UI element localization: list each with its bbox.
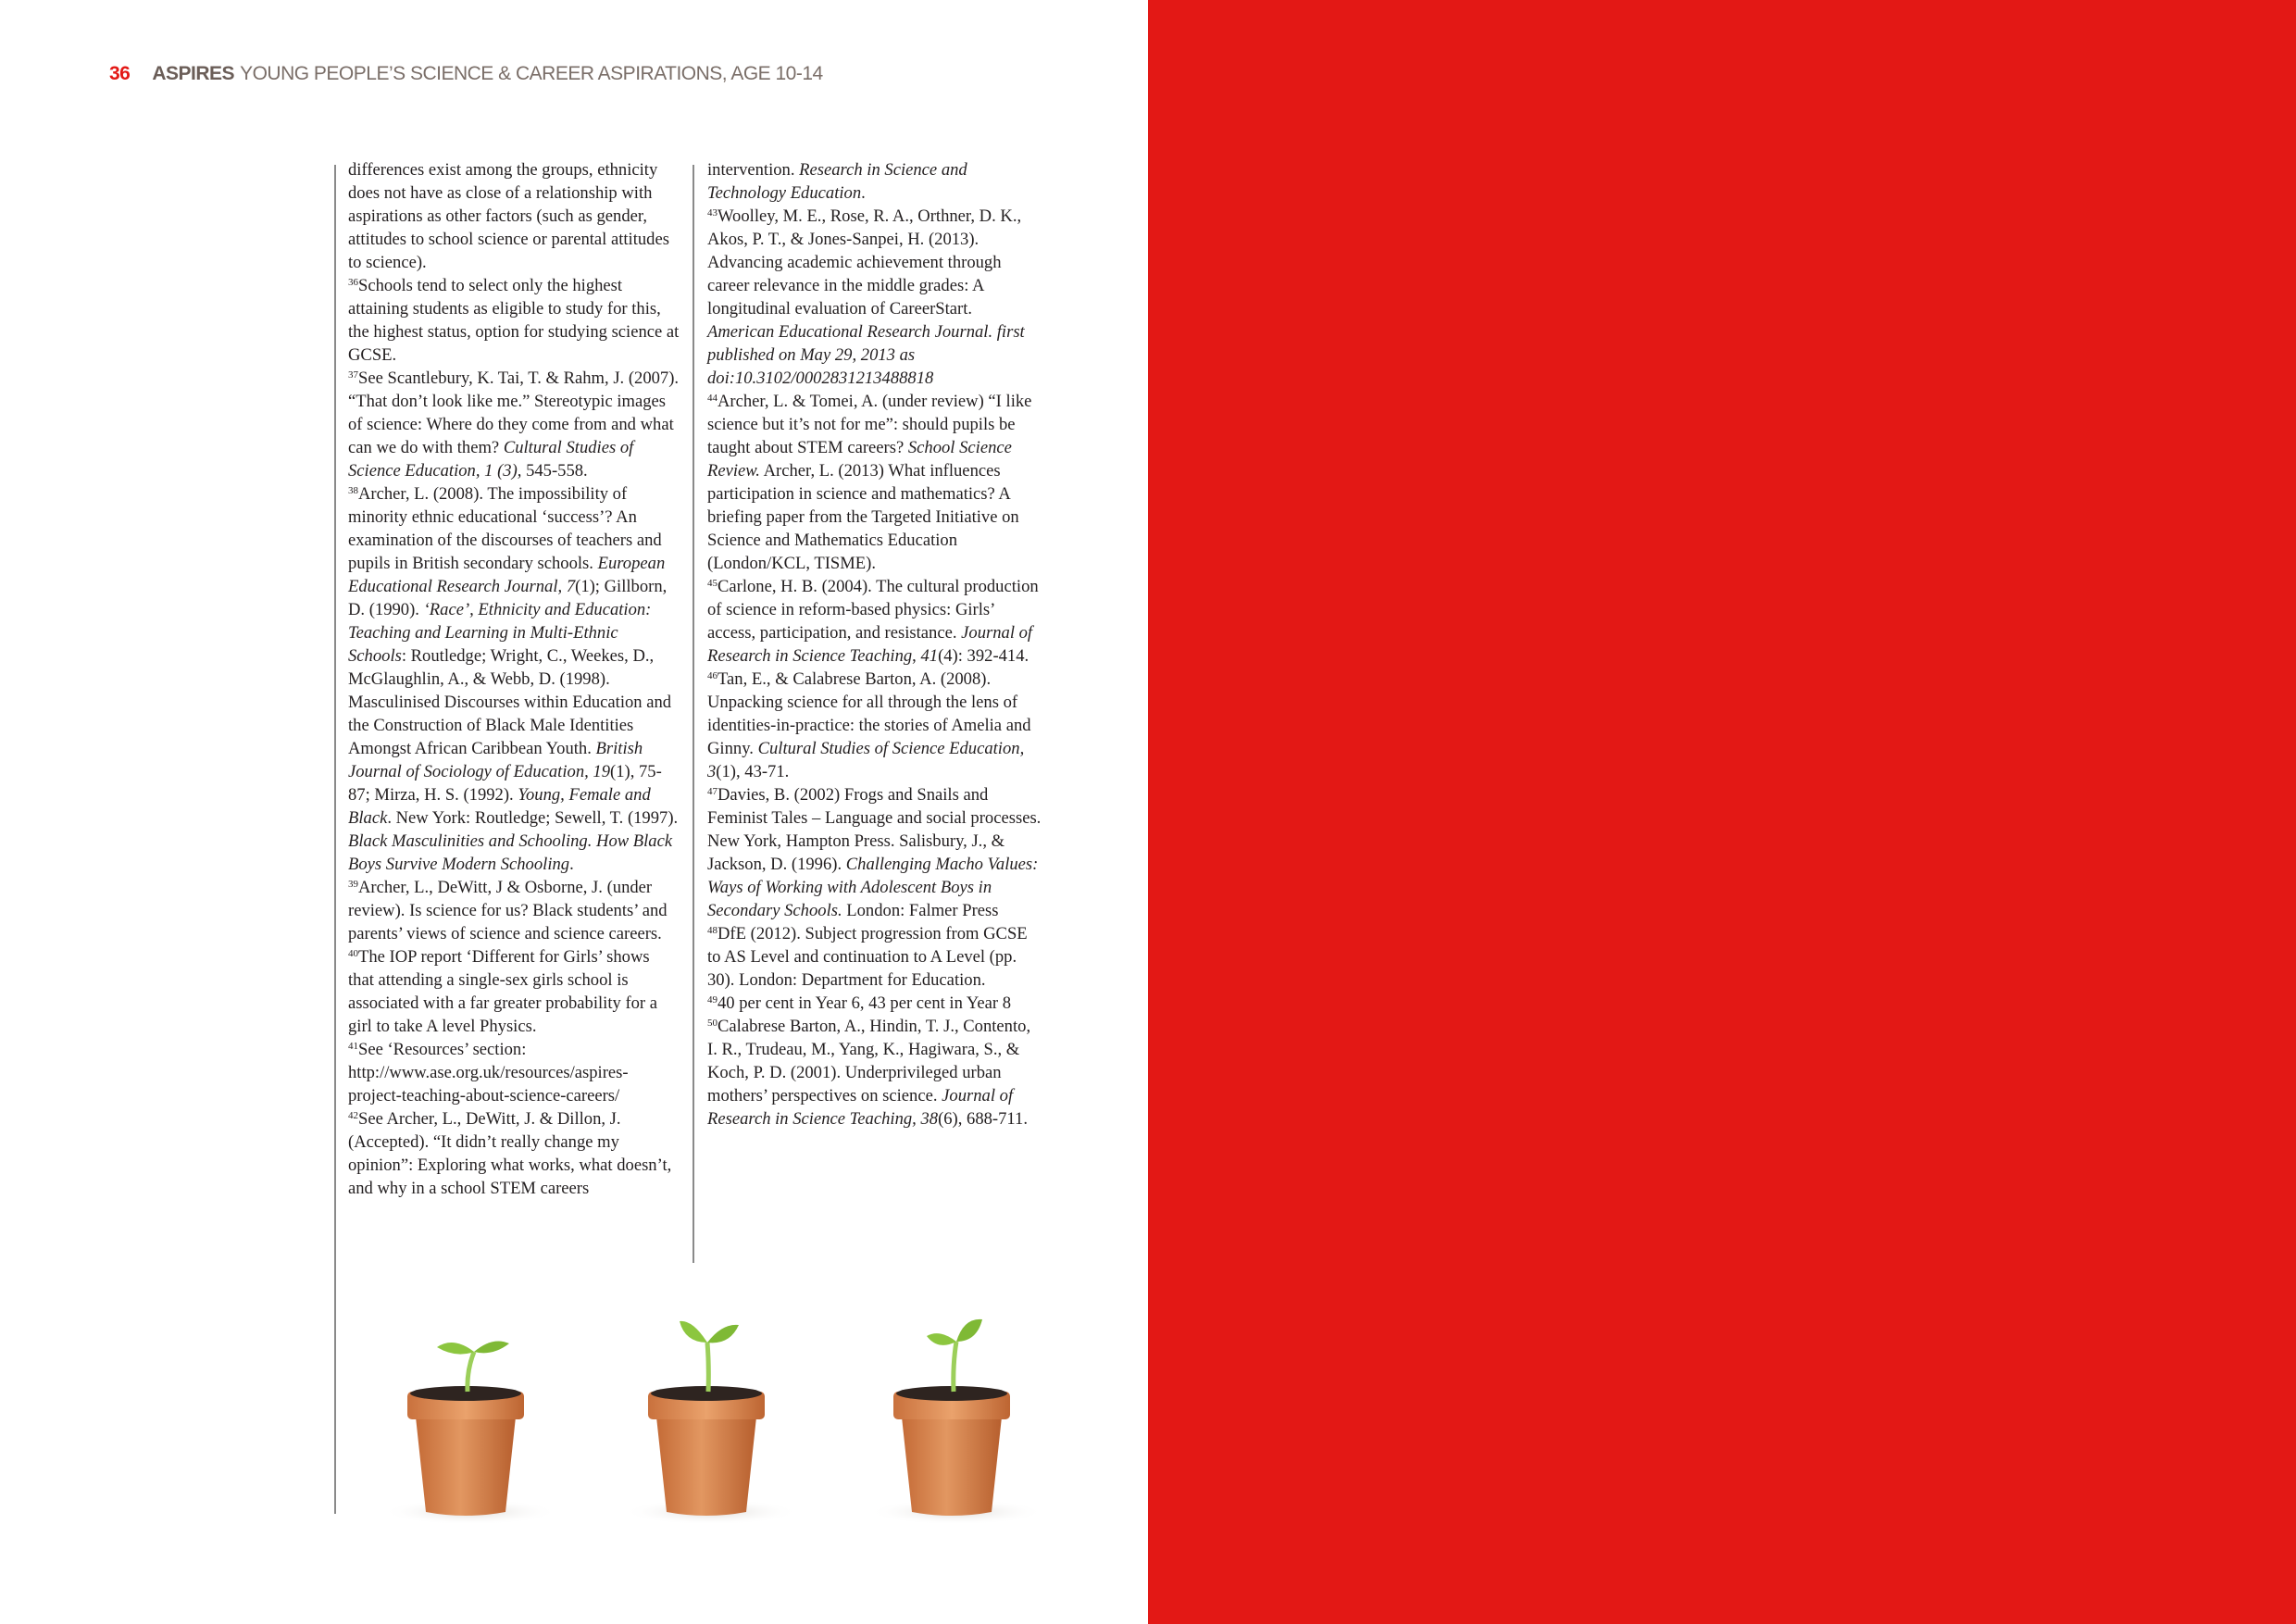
footnote-italic-text: Young, Female and Black [348, 785, 651, 828]
footnote-text: differences exist among the groups, ethnicity does not have as close of a relationship with aspirations as other factors (such as gender, attitudes to school science or parental attitudes to science). [348, 160, 669, 272]
footnote-italic-text: Journal of Research in Science Teaching [707, 623, 1033, 666]
middle-column-rule [693, 165, 694, 1263]
footnote-text: Archer, L., DeWitt, J & Osborne, J. (under review). Is science for us? Black students’ and parents’ views of science and science careers. [348, 878, 668, 943]
footnote-text: (4): 392-414. [938, 646, 1029, 666]
footnote-40 [348, 945, 680, 1038]
footnote-text: London: Falmer Press [842, 901, 999, 920]
footnote-text: . [861, 183, 866, 203]
footnote-45 [707, 575, 1042, 668]
header-brand: ASPIRES [152, 63, 235, 84]
footnote-36 [348, 274, 680, 367]
footnote-number: 38 [348, 485, 358, 496]
running-header [109, 63, 823, 85]
footnote-text: (1), 75-87; Mirza, H. S. (1992). [348, 762, 662, 805]
footnote-text: . New York: Routledge; Sewell, T. (1997). [387, 808, 679, 828]
footnote-text: See Archer, L., DeWitt, J. & Dillon, J. (Accepted). “It didn’t really change my opinion”: Exploring what works, what doesn’t, and why in a school STEM careers [348, 1109, 672, 1198]
footnote-text: Woolley, M. E., Rose, R. A., Orthner, D. K., Akos, P. T., & Jones-Sanpei, H. (2013). Advancing academic achievement through career relevance in the middle grades: A longitudinal evaluation of CareerStart. [707, 206, 1022, 319]
footnote-italic-text: Cultural Studies of Science Education, 1 (3), [348, 438, 634, 481]
footnotes-column-2 [707, 158, 1042, 1131]
footnote-italic-text: British Journal of Sociology of Education, 19 [348, 739, 643, 781]
footnote-text: Archer, L. (2013) What influences participation in science and mathematics? A briefing paper from the Targeted Initiative on Science and Mathematics Education (London/KCL, TISME). [707, 461, 1019, 573]
footnote-text: See Scantlebury, K. Tai, T. & Rahm, J. (2007). “That don’t look like me.” Stereotypic images of science: Where do they come from and what can we do with them? [348, 369, 680, 457]
page-number: 36 [109, 63, 131, 84]
footnote-italic-text: Black Masculinities and Schooling. How Black Boys Survive Modern Schooling [348, 831, 673, 874]
footnote-43 [707, 205, 1042, 390]
footnote-text: Davies, B. (2002) Frogs and Snails and Feminist Tales – Language and social processes. New York, Hampton Press. Salisbury, J., & Jackson, D. (1996). [707, 785, 1042, 874]
footnote-italic-text: 41 [920, 646, 939, 666]
footnote-number: 47 [707, 786, 718, 797]
footnote-text: (1); Gillborn, D. (1990). [348, 577, 668, 619]
footnote-continued [348, 158, 680, 274]
footnote-46 [707, 668, 1042, 783]
seedling-pots-image [352, 1301, 1111, 1528]
footnote-number: 49 [707, 994, 718, 1006]
footnote-number: 37 [348, 369, 358, 381]
footnote-text: 545-558. [521, 461, 588, 481]
footnote-text: Archer, L. & Tomei, A. (under review) “I like science but it’s not for me”: should pupils be taught about STEM careers? [707, 392, 1032, 457]
footnote-number: 36 [348, 277, 358, 288]
footnote-text: Schools tend to select only the highest attaining students as eligible to study for this, the highest status, option for studying science at GCSE. [348, 276, 680, 365]
footnote-text: : Routledge; Wright, C., Weekes, D., McGlaughlin, A., & Webb, D. (1998). Masculinised Discourses within Education and the Construction of Black Male Identities Amongst African Caribbean Youth. [348, 646, 672, 758]
footnote-italic-text: School Science Review. [707, 438, 1012, 481]
header-title: YOUNG PEOPLE’S SCIENCE & CAREER ASPIRATIONS, AGE 10-14 [240, 63, 823, 84]
footnote-text: DfE (2012). Subject progression from GCSE to AS Level and continuation to A Level (pp. 30). London: Department for Education. [707, 924, 1028, 990]
pot-3 [868, 1319, 1044, 1525]
footnote-50 [707, 1015, 1042, 1131]
left-column-rule [334, 165, 336, 1514]
footnote-41 [348, 1038, 680, 1107]
pot-1 [382, 1341, 558, 1525]
footnote-text: , [912, 646, 921, 666]
footnote-text: (1), 43-71. [716, 762, 790, 781]
footnote-text: (6), 688-711. [938, 1109, 1028, 1129]
red-side-panel [1148, 0, 2296, 1624]
footnote-number: 44 [707, 393, 718, 404]
footnote-48 [707, 922, 1042, 992]
footnote-text: Carlone, H. B. (2004). The cultural production of science in reform-based physics: Girls’ access, participation, and resistance. [707, 577, 1039, 643]
footnote-italic-text: Research in Science and Technology Education [707, 160, 967, 203]
footnote-42 [348, 1107, 680, 1200]
footnote-number: 48 [707, 925, 718, 936]
footnote-italic-text: European Educational Research Journal, 7 [348, 554, 666, 596]
footnote-38 [348, 482, 680, 876]
footnote-italic-text: Challenging Macho Values: Ways of Working with Adolescent Boys in Secondary Schools. [707, 855, 1039, 920]
footnote-continued [707, 158, 1042, 205]
footnote-49 [707, 992, 1042, 1015]
footnote-number: 41 [348, 1041, 358, 1052]
footnotes-column-1 [348, 158, 680, 1200]
footnote-number: 40 [348, 948, 358, 959]
footnote-italic-text: Journal of Research in Science Teaching, 38 [707, 1086, 1014, 1129]
footnote-text: 40 per cent in Year 6, 43 per cent in Year 8 [718, 993, 1012, 1013]
footnote-number: 45 [707, 578, 718, 589]
footnote-number: 42 [348, 1110, 358, 1121]
footnote-39 [348, 876, 680, 945]
footnote-italic-text: Cultural Studies of Science Education, 3 [707, 739, 1025, 781]
footnote-47 [707, 783, 1042, 922]
footnote-text: See ‘Resources’ section: http://www.ase.org.uk/resources/aspires-project-teaching-about-science-careers/ [348, 1040, 629, 1106]
footnote-text: . [569, 855, 574, 874]
footnote-number: 50 [707, 1018, 718, 1029]
footnote-number: 39 [348, 879, 358, 890]
footnote-italic-text: ‘Race’, Ethnicity and Education: Teaching and Learning in Multi-Ethnic Schools [348, 600, 652, 666]
footnote-text: Archer, L. (2008). The impossibility of minority ethnic educational ‘success’? An examination of the discourses of teachers and pupils in British secondary schools. [348, 484, 662, 573]
footnote-text: Calabrese Barton, A., Hindin, T. J., Contento, I. R., Trudeau, M., Yang, K., Hagiwara, S., & Koch, P. D. (2001). Underprivileged urban mothers’ perspectives on science. [707, 1017, 1031, 1106]
footnote-44 [707, 390, 1042, 575]
footnote-37 [348, 367, 680, 482]
footnote-number: 43 [707, 207, 718, 219]
footnote-text: The IOP report ‘Different for Girls’ shows that attending a single-sex girls school is associated with a far greater probability for a girl to take A level Physics. [348, 947, 658, 1036]
footnote-text: intervention. [707, 160, 800, 180]
footnote-italic-text: American Educational Research Journal. first published on May 29, 2013 as doi:10.3102/0002831213488818 [707, 322, 1025, 388]
footnote-text: Tan, E., & Calabrese Barton, A. (2008). Unpacking science for all through the lens of identities-in-practice: the stories of Amelia and Ginny. [707, 669, 1031, 758]
footnote-number: 46 [707, 670, 718, 681]
pot-2 [623, 1321, 799, 1525]
